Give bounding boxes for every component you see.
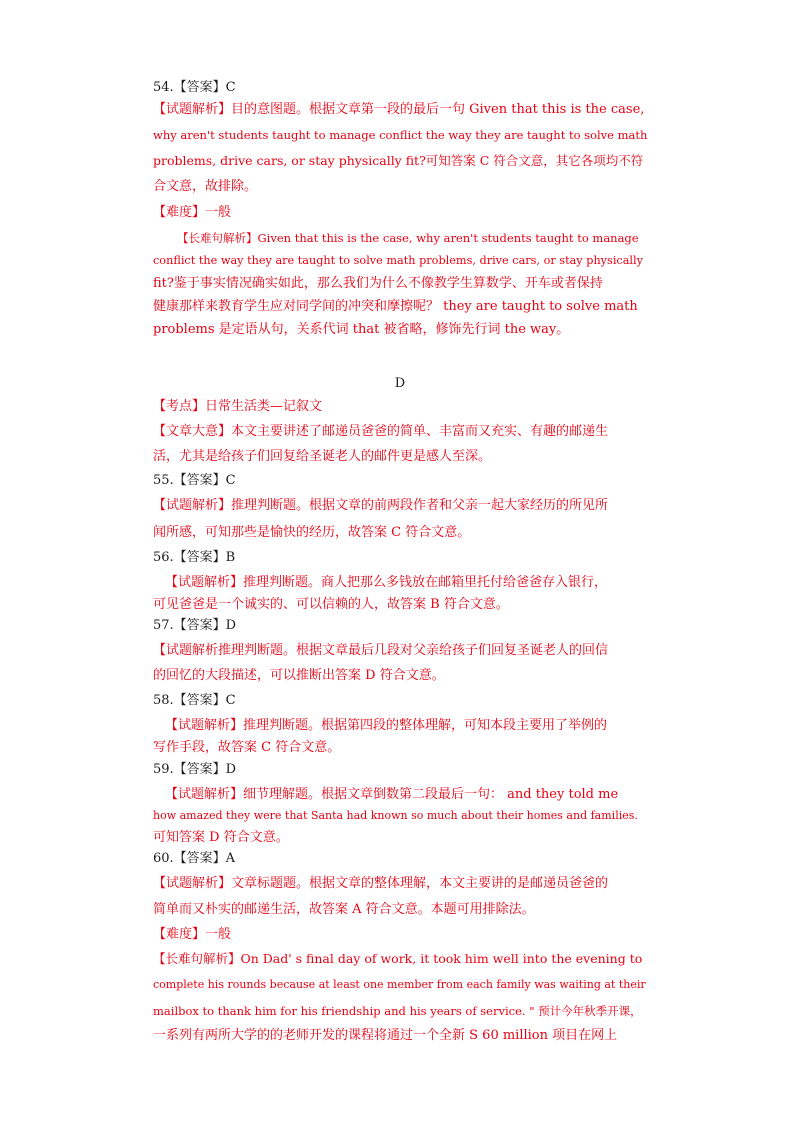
- long-sentence-60-line-4: 一系列有两所大学的的老师开发的课程将通过一个全新 S 60 million 项目在网上: [153, 1028, 618, 1043]
- difficulty-60: 【难度】一般: [153, 927, 232, 942]
- analysis-57-line-1: 【试题解析推理判断题。根据文章最后几段对父亲给孩子们回复圣诞老人的回信: [153, 643, 609, 658]
- analysis-58-line-2: 写作手段，故答案 C 符合文意。: [153, 740, 341, 755]
- answer-54: 54.【答案】C: [153, 80, 236, 95]
- summary-line-2: 活，尤其是给孩子们回复给圣诞老人的邮件更是感人至深。: [153, 449, 492, 464]
- analysis-56-line-2: 可见爸爸是一个诚实的、可以信赖的人，故答案 B 符合文意。: [153, 597, 509, 612]
- answer-58: 58.【答案】C: [153, 693, 236, 708]
- long-sentence-60-line-2: complete his rounds because at least one member from each family was waiting at their: [153, 978, 646, 991]
- analysis-59-line-2: how amazed they were that Santa had known so much about their homes and families.: [153, 809, 638, 822]
- long-sentence-54-line-4: 健康那样来教育学生应对同学间的冲突和摩擦呢？ they are taught to solve math: [153, 299, 638, 314]
- answer-56: 56.【答案】B: [153, 550, 236, 565]
- long-sentence-54-line-3: fit?鉴于事实情况确实如此，那么我们为什么不像教学生算数学、开车或者保持: [153, 276, 603, 291]
- section-heading-d: D: [394, 376, 406, 391]
- answer-55: 55.【答案】C: [153, 473, 236, 488]
- answer-59: 59.【答案】D: [153, 762, 237, 777]
- analysis-60-line-1: 【试题解析】文章标题题。根据文章的整体理解，本文主要讲的是邮递员爸爸的: [153, 876, 609, 891]
- analysis-57-line-2: 的回忆的大段描述，可以推断出答案 D 符合文意。: [153, 668, 445, 683]
- summary-line-1: 【文章大意】本文主要讲述了邮递员爸爸的简单、丰富而又充实、有趣的邮递生: [153, 424, 609, 439]
- difficulty-54: 【难度】一般: [153, 205, 232, 220]
- long-sentence-60-line-3: mailbox to thank him for his friendship and his years of service. " 预计今年秋季开课，: [153, 1004, 642, 1018]
- analysis-55-line-1: 【试题解析】推理判断题。根据文章的前两段作者和父亲一起大家经历的所见所: [153, 498, 609, 513]
- analysis-60-line-2: 简单而又朴实的邮递生活，故答案 A 符合文意。本题可用排除法。: [153, 902, 535, 917]
- answer-60: 60.【答案】A: [153, 851, 236, 866]
- long-sentence-60-line-1: 【长难句解析】On Dad' s final day of work, it took him well into the evening to: [153, 951, 643, 966]
- long-sentence-54-line-5: problems 是定语从句，关系代词 that 被省略，修饰先行词 the way。: [153, 322, 570, 337]
- analysis-54-line-3: problems, drive cars, or stay physically fit?可知答案 C 符合文意，其它各项均不符: [153, 153, 644, 168]
- analysis-54-line-2: why aren't students taught to manage conflict the way they are taught to solve math: [153, 128, 648, 142]
- long-sentence-54-line-1: 【长难句解析】Given that this is the case, why aren't students taught to manage: [177, 231, 639, 245]
- long-sentence-54-line-2: conflict the way they are taught to solve math problems, drive cars, or stay physically: [153, 254, 643, 267]
- analysis-58-line-1: 【试题解析】推理判断题。根据第四段的整体理解，可知本段主要用了举例的: [165, 718, 608, 733]
- topic-label: 【考点】日常生活类—记叙文: [153, 399, 323, 414]
- analysis-54-line-1: 【试题解析】目的意图题。根据文章第一段的最后一句 Given that this is the case,: [153, 102, 645, 117]
- analysis-56-line-1: 【试题解析】推理判断题。商人把那么多钱放在邮箱里托付给爸爸存入银行，: [165, 575, 608, 590]
- analysis-55-line-2: 闻所感，可知那些是愉快的经历，故答案 C 符合文意。: [153, 525, 471, 540]
- analysis-59-line-1: 【试题解析】细节理解题。根据文章倒数第二段最后一句： and they told me: [165, 787, 619, 802]
- analysis-59-line-3: 可知答案 D 符合文意。: [153, 830, 289, 845]
- analysis-54-line-4: 合文意，故排除。: [153, 179, 258, 194]
- answer-57: 57.【答案】D: [153, 618, 237, 633]
